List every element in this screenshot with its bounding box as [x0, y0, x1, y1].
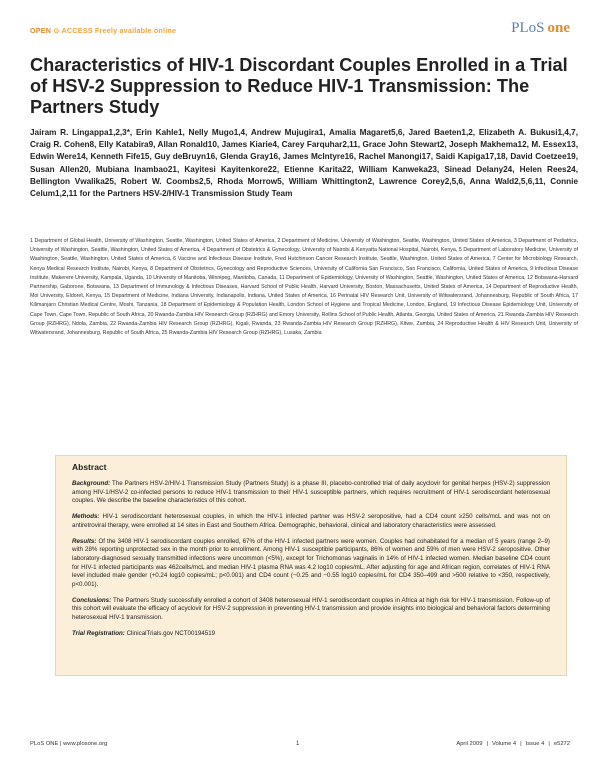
footer-sep-2: | — [520, 741, 522, 747]
abstract-results — [72, 538, 550, 590]
logo-text: PLoS — [511, 20, 545, 36]
footer-article: e5272 — [553, 741, 570, 747]
methods-label: Methods: — [72, 513, 100, 521]
background-text: The Partners HSV-2/HIV-1 Transmission Study (Partners Study) is a phase III, placebo-controlled trial of daily acyclovir for genital herpes (HSV-2) suppression among HIV-1/HSV-2 co-infected persons to reduce HIV-1 transmission to their HIV-1 susceptible partners, which requires recruitment of HIV-1 serodiscordant heterosexual couples. We describe the baseline characteristics of this cohort. — [72, 480, 550, 505]
footer-journal: PLoS ONE | www.plosone.org — [30, 741, 108, 747]
abstract-box — [55, 455, 567, 676]
trial-label: Trial Registration: — [72, 629, 125, 637]
journal-logo — [511, 20, 570, 37]
footer-sep-3: | — [548, 741, 550, 747]
results-label: Results: — [72, 537, 97, 545]
open-label: OPEN — [30, 26, 52, 35]
logo-one: one — [547, 20, 570, 36]
methods-text: HIV-1 serodiscordant heterosexual couples, in which the HIV-1 infected partner was HSV-2 seropositive, had a CD4 count ≥250 cells/mcL and was not on antiretroviral therapy, were enrolled at 14 sites in East and Southern Africa. Demographic, behavioral, clinical and laboratory characteristics were assessed. — [72, 513, 550, 529]
footer-issue: Issue 4 — [525, 741, 545, 747]
footer-date: April 2009 — [456, 741, 483, 747]
conclusions-label: Conclusions: — [72, 596, 112, 604]
open-access-icon: ⊙ — [53, 26, 60, 35]
footer-citation — [456, 741, 570, 747]
results-text: Of the 3408 HIV-1 serodiscordant couples enrolled, 67% of the HIV-1 infected partners were women. Couples had cohabitated for a median of 5 years (range 2–9) with 28% reporting unprotected sex in the month prior to enrollment. Among HIV-1 susceptible participants, 86% of women and 59% of men were HSV-2 seropositive. Other laboratory-diagnosed sexually transmitted infections were uncommon (<5%), except for Trichomonas vaginalis in 14% of HIV-1 infected women. Median baseline CD4 count for HIV-1 infected participants was 462cells/mcL and median HIV-1 plasma RNA was 4.2 log10 copies/mL. After adjusting for age and African region, correlates of HIV-1 RNA level included male gender (+0.24 log10 copies/mL; p<0.001) and CD4 count (−0.25 and −0.55 log10 copies/mL for CD4 350–499 and >500 relative to <350, respectively, p<0.001). — [72, 537, 550, 589]
footer-sep-1: | — [486, 741, 488, 747]
abstract-trial — [72, 630, 550, 639]
background-label: Background: — [72, 480, 111, 487]
open-access-banner — [30, 26, 176, 35]
article-title: Characteristics of HIV-1 Discordant Couples Enrolled in a Trial of HSV-2 Suppression to Reduce HIV-1 Transmission: The Partners Study — [30, 55, 568, 117]
abstract-heading: Abstract — [72, 462, 107, 472]
trial-registration-link[interactable]: ClinicalTrials.gov NCT00194519 — [126, 629, 216, 637]
abstract-methods — [72, 513, 550, 530]
author-list: Jairam R. Lingappa1,2,3*, Erin Kahle1, Nelly Mugo1,4, Andrew Mujugira1, Amalia Magaret5,6, Jared Baeten1,2, Elizabeth A. Bukusi1,4,7, Craig R. Cohen8, Elly Katabira9, Allan Ronald10, James Kiarie4, Carey Farquhar2,11, Grace John Stewart2, Joseph Makhema12, M. Essex13, Edwin Were14, Kenneth Fife15, Guy deBruyn16, Glenda Gray16, James McIntyre16, Rachel Manongi17, Saidi Kapiga17,18, David Coetzee19, Susan Allen20, Mubiana Inambao21, Kayitesi Kayitenkore22, Etienne Karita22, William Kanweka23, Sinead Delany24, Helen Rees24, Bellington Vwalika25, Robert W. Coombs2,5, Rhoda Morrow5, William Whittington2, Lawrence Corey2,5,6, Anna Wald2,5,6,11, Connie Celum1,2,11 for the Partners HSV-2/HIV-1 Transmission Study Team — [30, 128, 578, 199]
conclusions-text: The Partners Study successfully enrolled a cohort of 3408 heterosexual HIV-1 serodiscordant couples in Africa at high risk for HIV-1 transmission. Follow-up of this cohort will evaluate the efficacy of acyclovir for HSV-2 suppression in preventing HIV-1 transmission and provide insights into biological and behavioral factors determining heterosexual HIV-1 transmission. — [72, 596, 550, 622]
footer-page-number: 1 — [296, 741, 300, 747]
abstract-background — [72, 480, 550, 506]
footer-volume: Volume 4 — [491, 741, 517, 747]
access-label: ACCESS Freely available online — [61, 26, 177, 35]
abstract-conclusions — [72, 597, 550, 623]
affiliations: 1 Department of Global Health, University of Washington, Seattle, Washington, United States of America, 2 Department of Medicine, University of Washington, Seattle, Washington, United States of America, 3 Department of Pediatrics, University of Washington, Seattle, Washington, United States of America, 4 Department of Obstetrics & Gynecology, University of Nairobi & Kenyatta National Hospital, Nairobi, Kenya, 5 Department of Laboratory Medicine, University of Washington, Seattle, Washington, United States of America, 6 Vaccine and Infectious Disease Institute, Fred Hutchinson Cancer Research Institute, Seattle, Washington, United States of America, 7 Center for Microbiology Research, Kenya Medical Research Institute, Nairobi, Kenya, 8 Department of Obstetrics, Gynecology and Reproductive Sciences, University of California San Francisco, San Francisco, California, United States of America, 9 Infectious Disease Institute, Makerere University, Kampala, Uganda, 10 University of Manitoba, Winnipeg, Manitoba, Canada, 11 Department of Epidemiology, University of Washington, Seattle, Washington, United States of America, 12 Botswana-Harvard Partnership, Gaborone, Botswana, 13 Department of Immunology & Infectious Diseases, Harvard School of Public Health, Harvard University, Boston, Massachusetts, United States of America, 14 Department of Reproductive Health, Moi University, Eldoret, Kenya, 15 Department of Medicine, Indiana University, Indianapolis, Indiana, United States of America, 16 Perinatal HIV Research Unit, University of Witwatersrand, Johannesburg, Republic of South Africa, 17 Kilimanjaro Christian Medical Centre, Moshi, Tanzania, 18 Department of Epidemiology & Population Health, London School of Hygiene and Tropical Medicine, London, England, 19 Infectious Disease Epidemiology Unit, University of Cape Town, Cape Town, Republic of South Africa, 20 Rwanda-Zambia HIV Research Group (RZHRG) and Emory University, Rollins School of Public Health, Atlanta, Georgia, United States of America, 21 Rwanda-Zambia HIV Research Group (RZHRG), Ndola, Zambia, 22 Rwanda-Zambia HIV Research Group (RZHRG), Kigali, Rwanda, 23 Rwanda-Zambia HIV Research Group (RZHRG), Kitwe, Zambia, 24 Reproductive Health & HIV Research Unit, University of Witwatersrand, Johannesburg, Republic of South Africa, 25 Rwanda-Zambia HIV Research Group (RZHRG), Lusaka, Zambia — [30, 238, 578, 337]
